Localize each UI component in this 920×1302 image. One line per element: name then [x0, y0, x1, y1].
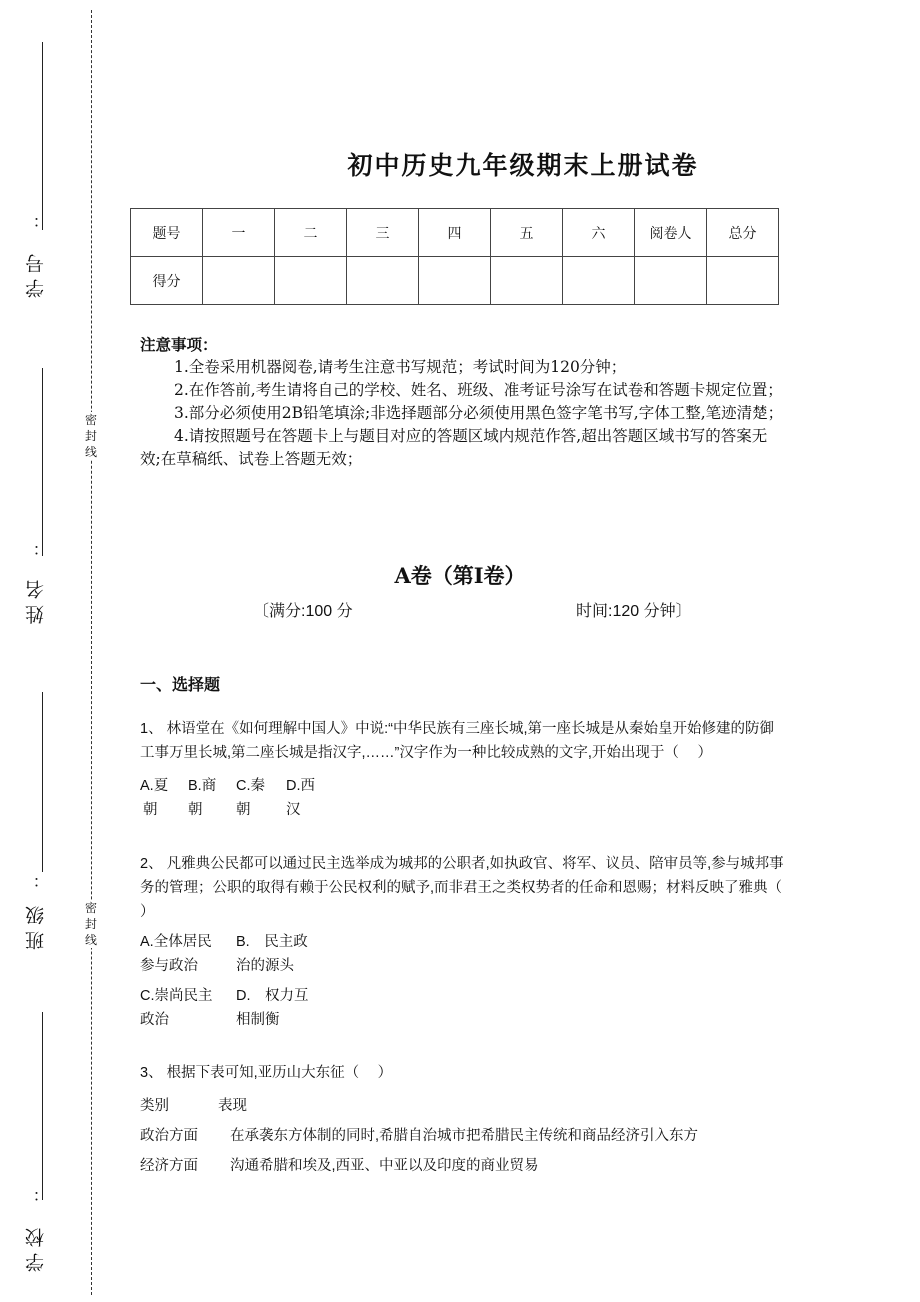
score-cell[interactable]	[635, 257, 707, 305]
class-blank-line	[42, 692, 43, 872]
question-3-table-row	[140, 1094, 247, 1115]
name-colon: ：	[32, 540, 51, 556]
score-table-score-row	[131, 257, 779, 305]
seal-char: 线	[84, 445, 97, 459]
option-line: D. 权力互	[236, 988, 309, 1004]
question-3-table-row	[140, 1154, 539, 1175]
seal-text-lower	[84, 900, 98, 948]
question-2-option-b[interactable]	[236, 930, 308, 978]
student-id-label: 学号	[25, 248, 47, 298]
seal-char: 封	[84, 429, 97, 443]
score-table	[130, 208, 779, 305]
option-line: B.商	[188, 778, 217, 794]
class-label: 班级	[25, 900, 47, 950]
option-line: D.西	[286, 778, 315, 794]
question-3-stem: 3、 根据下表可知,亚历山大东征（ ）	[140, 1065, 393, 1081]
score-table-header-row	[131, 209, 779, 257]
score-cell[interactable]	[419, 257, 491, 305]
question-2-option-d[interactable]	[236, 984, 309, 1032]
table-cell: 经济方面	[140, 1158, 198, 1174]
option-line: 朝	[143, 802, 158, 818]
option-line: 汉	[286, 802, 301, 818]
header-cell: 五	[491, 209, 563, 257]
score-cell[interactable]	[707, 257, 779, 305]
name-label: 姓名	[25, 574, 47, 624]
school-label: 学校	[25, 1222, 47, 1272]
notice-item: 2.在作答前,考生请将自己的学校、姓名、班级、准考证号涂写在试卷和答题卡规定位置；	[174, 381, 783, 399]
question-1-option-d[interactable]	[286, 774, 315, 822]
school-blank-line	[42, 1012, 43, 1200]
score-cell[interactable]	[275, 257, 347, 305]
question-1-option-a[interactable]	[140, 774, 168, 822]
question-1-stem: 1、 林语堂在《如何理解中国人》中说:“中华民族有三座长城,第一座长城是从秦始皇开始修建的防御工事万里长城,第二座长城是指汉字,……”汉字作为一种比较成熟的文字,开始出现于（ ）	[140, 721, 774, 761]
option-line: B. 民主政	[236, 934, 308, 950]
school-colon: ：	[32, 1186, 51, 1202]
option-line: 朝	[236, 802, 251, 818]
option-line: A.全体居民	[140, 934, 212, 950]
table-cell: 表现	[218, 1098, 247, 1114]
seal-dashed-line	[91, 10, 92, 1295]
question-1-option-b[interactable]	[188, 774, 216, 822]
option-line: C.秦	[236, 778, 265, 794]
question-2-option-a[interactable]	[140, 930, 212, 978]
table-cell: 沟通希腊和埃及,西亚、中亚以及印度的商业贸易	[230, 1158, 539, 1174]
table-cell: 类别	[140, 1098, 169, 1114]
score-cell[interactable]	[347, 257, 419, 305]
option-line: 朝	[188, 802, 203, 818]
header-cell: 一	[203, 209, 275, 257]
table-cell: 在承袭东方体制的同时,希腊自治城市把希腊民主传统和商品经济引入东方	[230, 1128, 699, 1144]
score-cell[interactable]	[563, 257, 635, 305]
header-cell: 三	[347, 209, 419, 257]
question-2-stem: 2、 凡雅典公民都可以通过民主选举成为城邦的公职者,如执政官、将军、议员、陪审员等,参与城邦事务的管理；公职的取得有赖于公民权利的赋予,而非君王之类权势者的任命和恩赐；材料反映了雅典（ ）	[140, 856, 801, 920]
row-label-cell: 得分	[131, 257, 203, 305]
student-id-blank-line	[42, 42, 43, 230]
notice-block	[140, 333, 785, 471]
option-line: C.崇尚民主	[140, 988, 213, 1004]
seal-char: 线	[84, 933, 97, 947]
option-line: A.夏	[140, 778, 169, 794]
seal-text-upper	[84, 412, 98, 460]
question-1-option-c[interactable]	[236, 774, 265, 822]
header-cell: 二	[275, 209, 347, 257]
full-score: 〔满分:100 分	[253, 603, 353, 620]
exam-time: 时间:120 分钟〕	[576, 603, 692, 620]
score-cell[interactable]	[491, 257, 563, 305]
option-line: 治的源头	[236, 958, 294, 974]
question-3-table-row	[140, 1124, 698, 1145]
name-blank-line	[42, 368, 43, 556]
section-title: A卷（第I卷）	[394, 563, 526, 588]
option-line: 参与政治	[140, 958, 198, 974]
notice-heading: 注意事项：	[140, 335, 218, 354]
notice-item: 4.请按照题号在答题卡上与题目对应的答题区域内规范作答,超出答题区域书写的答案无效;在草稿纸、试卷上答题无效；	[140, 427, 768, 468]
header-cell: 题号	[131, 209, 203, 257]
header-cell: 六	[563, 209, 635, 257]
seal-char: 密	[84, 901, 97, 915]
part-title: 一、选择题	[140, 677, 221, 694]
table-cell: 政治方面	[140, 1128, 198, 1144]
score-cell[interactable]	[203, 257, 275, 305]
class-colon: ：	[32, 872, 51, 888]
header-cell: 阅卷人	[635, 209, 707, 257]
header-cell: 总分	[707, 209, 779, 257]
option-line: 相制衡	[236, 1012, 280, 1028]
option-line: 政治	[140, 1012, 169, 1028]
seal-char: 密	[84, 413, 97, 427]
notice-item: 3.部分必须使用2B铅笔填涂;非选择题部分必须使用黑色签字笔书写,字体工整,笔迹清楚；	[174, 404, 784, 422]
student-id-colon: ：	[32, 212, 51, 228]
question-2-option-c[interactable]	[140, 984, 213, 1032]
notice-item: 1.全卷采用机器阅卷,请考生注意书写规范；考试时间为120分钟；	[174, 358, 627, 376]
exam-title: 初中历史九年级期末上册试卷	[347, 151, 699, 180]
seal-char: 封	[84, 917, 97, 931]
header-cell: 四	[419, 209, 491, 257]
